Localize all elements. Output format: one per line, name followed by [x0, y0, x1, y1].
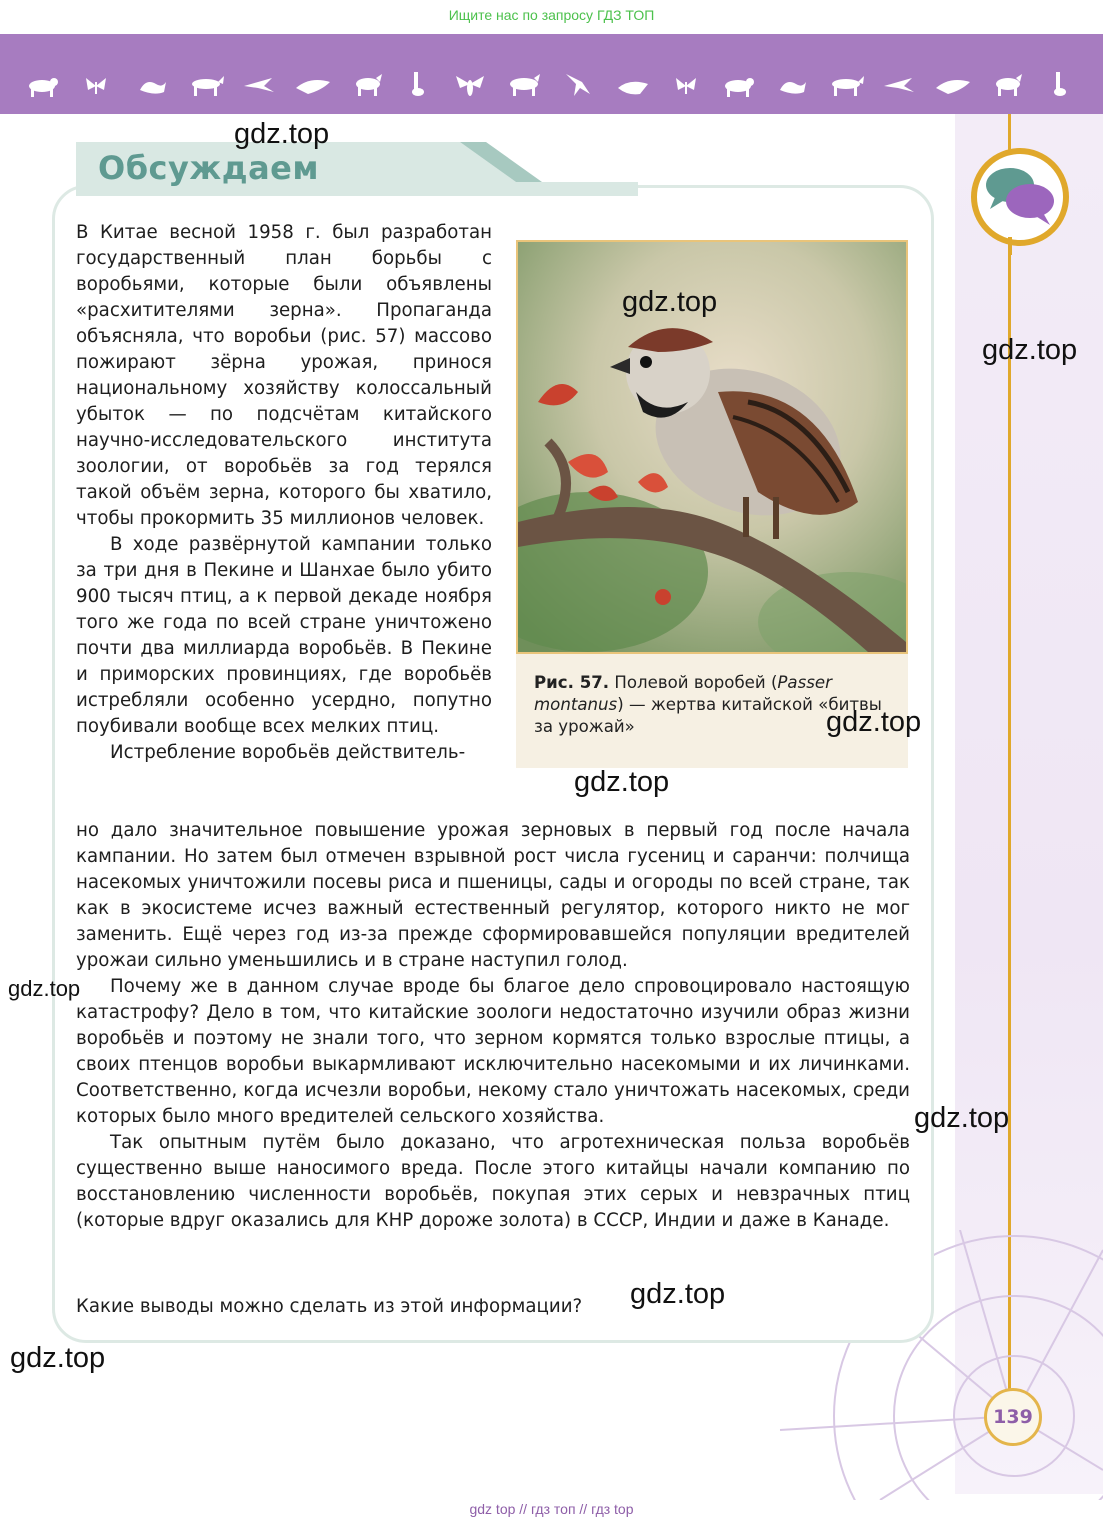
speech-bubbles-icon	[968, 145, 1072, 265]
figure-number: Рис. 57.	[534, 673, 610, 692]
watermark: gdz.top	[826, 706, 922, 738]
bottom-banner: gdz top // гдз топ // гдз top	[469, 1501, 634, 1517]
paragraph-why-catastrophe: Почему же в данном случае вроде бы благое дело спровоцировало настоящую катастрофу? Дело в том, что китайские зоологи недостаточно изучили образ жизни воробьёв и поэтому не знали того, что зерном кормятся только взрослые птицы, а своих птенцов воробьи выкармливают исключительно насекомыми и их личинками. Соответственно, когда исчезли воробьи, некому стало уничтожать насекомых, среди которых было много вредителей сельского хозяйства.	[76, 976, 910, 1127]
caption-end: ) — жертва китайской «битвы за урожай»	[534, 695, 882, 736]
page-number-badge	[984, 1388, 1042, 1446]
margin-accent-line	[1008, 114, 1011, 1404]
paragraph-conclusion: Так опытным путём было доказано, что агротехническая польза воробьёв существенно выше наносимого вреда. После этого китайцы начали компанию по восстановлению численности воробьёв, покупая этих серых и невзрачных птиц (которые вдруг оказались для КНР дороже золота) в СССР, Индии и даже в Канаде.	[76, 1132, 910, 1231]
caption-start: Полевой воробей (	[609, 673, 778, 692]
paragraph-campaign: В ходе развёрнутой кампании только за три дня в Пекине и Шанхае было убито 900 тысяч птиц, а к первой декаде ноября того же года по всей стране уничтожено почти два миллиарда воробьёв. В Пекине и приморских провинциях, где воробьёв истребляли особенно усердно, попутно поубивали вообще всех мелких птиц.	[76, 534, 492, 737]
watermark: gdz.top	[914, 1102, 1010, 1134]
text-column-narrow	[76, 220, 492, 766]
watermark: gdz.top	[10, 1342, 106, 1374]
paragraph-intro: В Китае весной 1958 г. был разработан государственный план борьбы с воробьями, которые были объявлены «расхитителями зерна». Пропаганда объясняла, что воробьи (рис. 57) массово пожирают зёрна урожая, принося национальному хозяйству колоссальный убыток — по подсчётам китайского научно-исследовательского института зоологии, от воробьёв за год терялся такой объём зерна, которого бы хватило, чтобы прокормить 35 миллионов человек.	[76, 222, 492, 529]
watermark: gdz.top	[630, 1278, 726, 1310]
watermark: gdz.top	[234, 118, 330, 150]
caption-latin-name: Passer montanus	[534, 673, 832, 714]
watermark: gdz.top	[8, 976, 81, 1001]
text-column-wide	[76, 818, 910, 1234]
paragraph-extermination-start: Истребление воробьёв действитель-	[110, 742, 466, 763]
figure-57	[516, 240, 908, 768]
animal-band	[0, 34, 1103, 114]
page-number: 139	[993, 1406, 1033, 1428]
watermark: gdz.top	[622, 286, 718, 318]
discussion-question: Какие выводы можно сделать из этой информации?	[76, 1296, 583, 1317]
paragraph-extermination-end: но дало значительное повышение урожая зерновых в первый год после начала кампании. Но затем был отмечен взрывной рост числа гусениц и саранчи: полчища насекомых уничтожили посевы риса и пшеницы, сады и огороды по всей стране, так как в экосистеме исчез важный естественный регулятор, которого никто не мог заменить. Ещё через год из-за прежде сформировавшейся популяции вредителей урожаи сильно уменьшились и в стране наступил голод.	[76, 820, 910, 971]
top-banner: Ищите нас по запросу ГДЗ ТОП	[448, 7, 655, 23]
section-heading: Обсуждаем	[98, 149, 320, 187]
watermark: gdz.top	[574, 766, 670, 798]
animal-silhouettes-icon	[0, 34, 1103, 114]
watermark: gdz.top	[982, 334, 1078, 366]
